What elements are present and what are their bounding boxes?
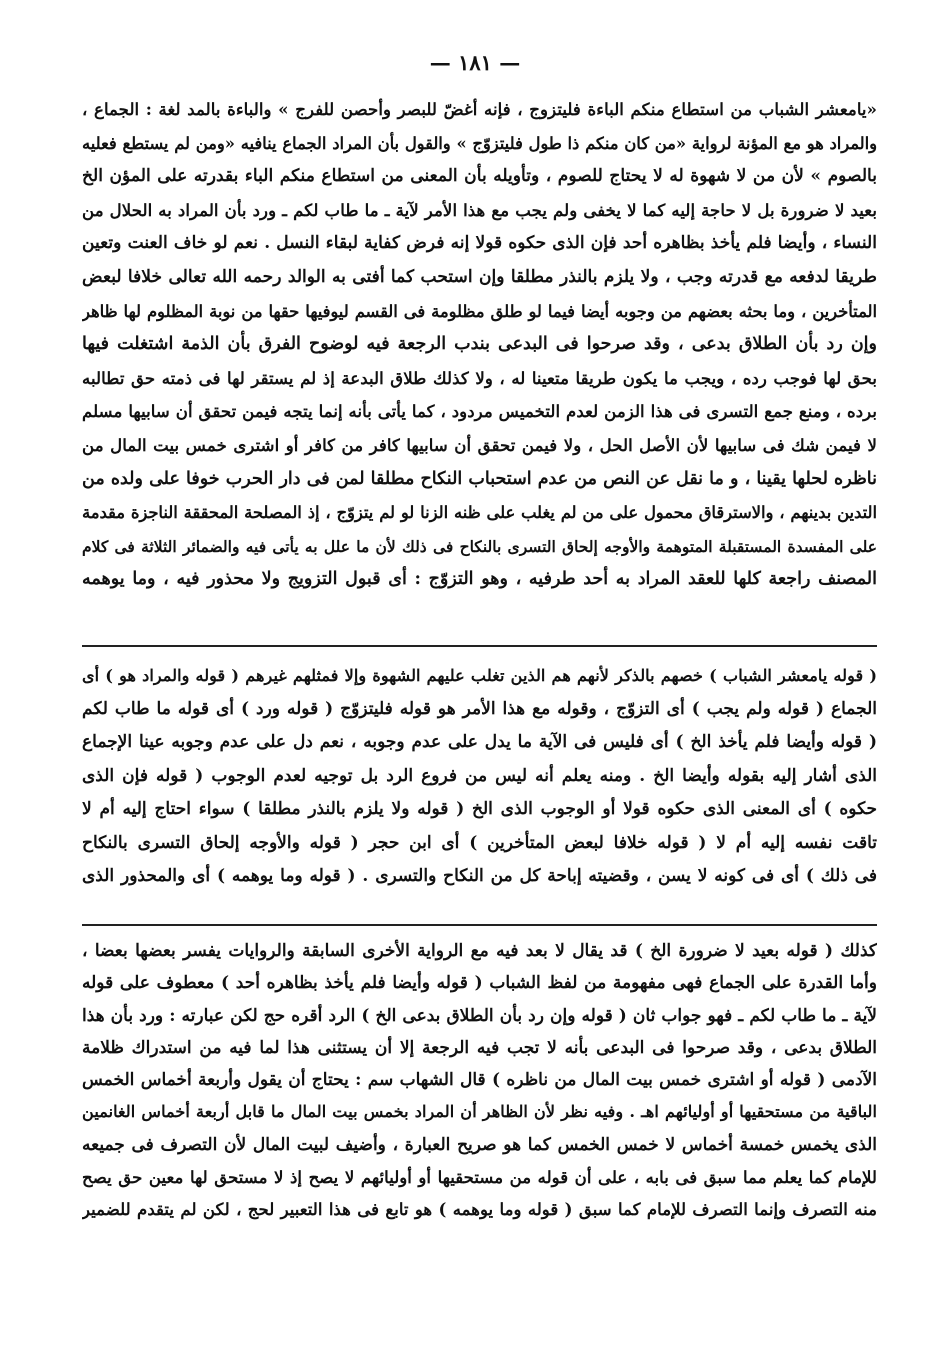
main-text-line: على المفسدة المستقبلة المتوهمة والأوجه إلحاق التسرى بالنكاح فى ذلك لأن ما علل به يأتى فيه والضمائر الثلاثة فى كلام	[82, 536, 877, 556]
main-text-line: برده ، ومنع جمع التسرى فى هذا الزمن لعدم التخميس مردود ، كما يأتى بأنه إنما يتجه فيمن تحقق أن سابيها مسلم	[82, 401, 877, 422]
page-number: — ١٨١ —	[429, 50, 521, 75]
main-text-line: ناظره لحلها يقينا ، و ما نقل عن النص من عدم استحباب النكاح مطلقا لمن فى دار الحرب خوفا على ولده من	[82, 468, 877, 489]
commentary-line: وأما القدرة على الجماع فهى مفهومة من لفظ الشباب ( قوله وأيضا فلم يأخذ بظاهره أحد ) معطوف على قوله	[82, 973, 877, 994]
main-text-line: التدين بدينهم ، والاسترقاق محمول على من لم يغلب على ظنه الزنا لو لم يتزوّج ، إذ المصلحة المحققة الناجزة مقدمة	[82, 503, 877, 523]
main-text-line: المتأخرين ، وما بحثه بعضهم من وجوبه أيضا فيما لو طلق مظلومة فى القسم ليوفيها حقها من نوبة المظلوم لها ظاهر	[82, 301, 877, 321]
commentary-line: تاقت نفسه إليه أم لا ( قوله خلافا لبعض المتأخرين ) أى ابن حجر ( قوله والأوجه إلحاق التسرى بالنكاح	[82, 832, 877, 853]
section-divider	[82, 645, 877, 647]
commentary-line: كذلك ( قوله بعيد لا ضرورة الخ ) قد يقال لا بعد فيه مع الرواية الأخرى السابقة والروايات يفسر بعضها بعضا ،	[82, 941, 877, 961]
commentary-line: للإمام كما يعلم مما سبق فى بابه ، على أن قوله من مستحقيها أو أوليائهم لا يصح إذ لا مستحق لها معين حق يصح	[82, 1167, 877, 1188]
commentary-line: الجماع ( قوله ولم يجب ) أى التزوّج ، وقوله مع هذا الأمر هو قوله فليتزوّج ( قوله ورد ) أى قوله ما طاب لكم	[82, 698, 877, 719]
commentary-block-1	[82, 659, 877, 894]
main-text-line: لا فيمن شك فى سابيها لأن الأصل الحل ، ولا فيمن تحقق أن سابيها كافر من كافر أو اشترى خمس بيت المال من	[82, 434, 877, 455]
commentary-block-2	[82, 935, 877, 1226]
main-text-line: والمراد هو مع المؤنة لرواية «من كان منكم ذا طول فليتزوّج » والقول بأن المراد الجماع ينافيه «ومن لم يستطع فعليه	[82, 133, 877, 153]
main-text-line: طريقا لدفعه مع قدرته وجب ، ولا يلزم بالنذر مطلقا وإن استحب كما أفتى به الوالد رحمه الله تعالى خلافا لبعض	[82, 266, 877, 287]
section-divider	[82, 924, 877, 926]
main-text-line: النساء ، وأيضا فلم يأخذ بظاهره أحد فإن الذى حكوه قولا إنه فرض كفاية لبقاء النسل . نعم لو خاف العنت وتعين	[82, 233, 877, 254]
main-text-line: بحق لها فوجب رده ، ويجب ما يكون طريقا متعينا له ، ولا كذلك طلاق البدعة إذ لم يستقر لها فى ذمته حق تطالبه	[82, 367, 877, 388]
main-text-line: وإن رد بأن الطلاق بدعى ، وقد صرحوا فى البدعى بندب الرجعة فيه لوضوح الفرق بأن الذمة اشتغلت فيها	[82, 334, 877, 355]
main-text	[82, 93, 877, 597]
main-text-line: بعيد لا ضرورة بل لا حاجة إليه كما لا يخفى ولم يجب مع هذا الأمر لآية ـ ما طاب لكم ـ ورد بأن المراد به الحلال من	[82, 199, 877, 220]
commentary-line: الآدمى ( قوله أو اشترى خمس بيت المال من ناظره ) قال الشهاب سم : يحتاج أن يقول وأربعة أخماس الخمس	[82, 1070, 877, 1091]
commentary-line: ( قوله وأيضا فلم يأخذ الخ ) أى فليس فى الآية ما يدل على عدم وجوبه ، نعم دل على عدم وجوبه عينا الإجماع	[82, 732, 877, 752]
commentary-line: الذى أشار إليه بقوله وأيضا الخ . ومنه يعلم أنه ليس من فروع الرد بل توجيه لعدم الوجوب ( قوله فإن الذى	[82, 765, 877, 786]
main-text-line: بالصوم » لأن من لا شهوة له لا يحتاج للصوم ، وتأويله بأن المعنى من استطاع منكم الباء بقدرته على المؤن الخ	[82, 166, 877, 187]
main-text-line: «يامعشر الشباب من استطاع منكم الباءة فليتزوج ، فإنه أغضّ للبصر وأحصن للفرج » والباءة بالمد لغة : الجماع ،	[82, 99, 877, 119]
commentary-line: منه التصرف وإنما التصرف للإمام كما سبق ( قوله وما يوهمه ) هو تابع فى هذا التعبير لحج ، لكن لم يتقدم للضمير	[82, 1199, 877, 1220]
commentary-line: الذى يخمس خمسة أخماس لا خمس الخمس كما هو صريح العبارة ، وأضيف لبيت المال لأن التصرف فى جميعه	[82, 1134, 877, 1155]
commentary-line: الباقية من مستحقيها أو أوليائهم اهـ . وفيه نظر لأن الظاهر أن المراد بخمس بيت المال ما قابل أربعة أخماس الغانمين	[82, 1102, 877, 1122]
commentary-line: لآية ـ ما طاب لكم ـ فهو جواب ثان ( قوله وإن رد بأن الطلاق بدعى الخ ) الرد أقره حج لكن عبارته : ورد بأن هذا	[82, 1005, 877, 1026]
main-text-line: المصنف راجعة كلها للعقد المراد به أحد طرفيه ، وهو التزوّج : أى قبول التزويج ولا محذور فيه ، وما يوهمه	[82, 569, 877, 590]
commentary-line: فى ذلك ) أى فى كونه لا يسن ، وقضيته إباحة كل من النكاح والتسرى . ( قوله وما يوهمه ) أى والمحذور الذى	[82, 866, 877, 886]
commentary-line: الطلاق بدعى ، وقد صرحوا فى البدعى بأنه لا تجب فيه الرجعة إلا أن يستثنى هذا لما فيه من استدراك ظلامة	[82, 1037, 877, 1058]
commentary-line: حكوه ) أى المعنى الذى حكوه قولا أو الوجوب الذى الخ ( قوله ولا يلزم بالنذر مطلقا ) سواء احتاج إليه أم لا	[82, 799, 877, 819]
commentary-line: ( قوله يامعشر الشباب ) خصهم بالذكر لأنهم هم الذين تغلب عليهم الشهوة وإلا فمثلهم غيرهم ( قوله والمراد هو ) أى	[82, 666, 877, 685]
